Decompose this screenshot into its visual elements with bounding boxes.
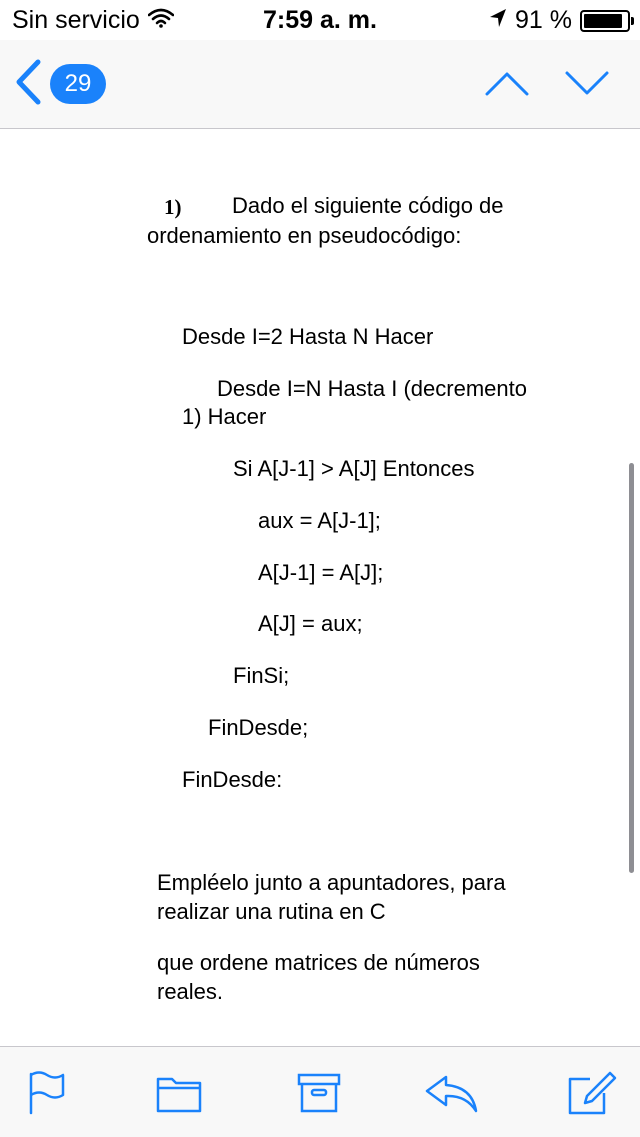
previous-message-button[interactable]	[484, 68, 530, 98]
item-number-text: 1)	[164, 195, 182, 219]
carrier-label: Sin servicio	[12, 6, 140, 34]
message-body[interactable]	[0, 129, 640, 1046]
back-button[interactable]	[14, 60, 106, 108]
bottom-toolbar	[0, 1046, 640, 1137]
battery-tip	[631, 17, 634, 25]
clock: 7:59 a. m.	[263, 6, 377, 34]
code-line-6: A[J] = aux;	[258, 611, 363, 636]
status-right	[489, 6, 630, 35]
compose-icon	[566, 1102, 618, 1119]
intro-line-1: Dado el siguiente código de	[232, 193, 504, 218]
move-to-folder-button[interactable]	[155, 1071, 203, 1115]
code-line-3: Si A[J-1] > A[J] Entonces	[233, 456, 475, 481]
intro-line-2: ordenamiento en pseudocódigo:	[147, 223, 462, 248]
archive-button[interactable]	[297, 1071, 345, 1115]
reply-icon	[424, 1102, 480, 1119]
next-message-button[interactable]	[564, 68, 610, 98]
reply-button[interactable]	[424, 1071, 480, 1115]
nav-bar	[0, 40, 640, 129]
archive-icon	[297, 1102, 345, 1119]
battery-percent: 91 %	[515, 6, 572, 34]
code-line-4: aux = A[J-1];	[258, 508, 381, 533]
item-number	[164, 192, 220, 222]
code-line-8: FinDesde;	[208, 715, 309, 740]
code-line-5: A[J-1] = A[J];	[258, 560, 384, 585]
chevron-up-icon	[484, 85, 530, 102]
status-bar	[0, 0, 640, 40]
location-icon	[489, 6, 507, 35]
code-line-9: FinDesde:	[182, 767, 283, 792]
compose-button[interactable]	[566, 1071, 618, 1115]
outro-1-line-1: Empléelo junto a apuntadores, para	[157, 870, 506, 895]
battery-icon	[580, 10, 630, 32]
chevron-down-icon	[564, 85, 610, 102]
scroll-indicator[interactable]	[629, 463, 634, 873]
code-line-2a: Desde I=N Hasta I (decremento	[217, 376, 527, 401]
outro-2-line-2: reales.	[157, 979, 224, 1004]
chevron-left-icon	[14, 59, 42, 110]
flag-button[interactable]	[26, 1071, 74, 1115]
outro-1-line-2: realizar una rutina en C	[157, 899, 386, 924]
code-line-2b: 1) Hacer	[182, 404, 267, 429]
code-line-7: FinSi;	[233, 663, 290, 688]
unread-count-badge: 29	[50, 64, 106, 104]
battery-fill	[584, 14, 622, 28]
code-line-1: Desde I=2 Hasta N Hacer	[182, 324, 434, 349]
folder-icon	[155, 1102, 203, 1119]
outro-2-line-1: que ordene matrices de números	[157, 950, 480, 975]
flag-icon	[26, 1102, 74, 1119]
